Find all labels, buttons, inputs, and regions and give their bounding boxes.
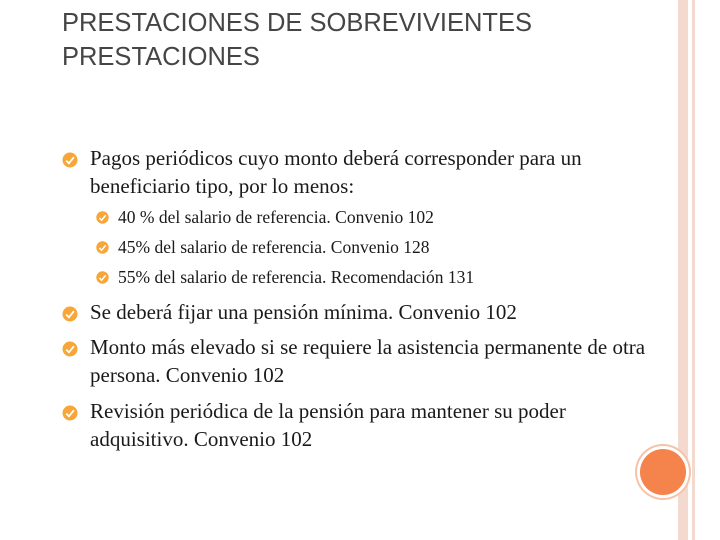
sub-bullet-icon (96, 241, 109, 254)
bullet-icon (62, 405, 78, 421)
bullet-icon (62, 341, 78, 357)
slide-title-line-1: PRESTACIONES DE SOBREVIVIENTES (62, 9, 532, 37)
bullet-icon (62, 152, 78, 168)
bullet-icon (62, 306, 78, 322)
bullet-text: Monto más elevado si se requiere la asistencia permanente de otra persona. Convenio 102 (90, 335, 646, 387)
slide-title (62, 6, 662, 74)
sub-bullet-text: 55% del salario de referencia. Recomendación 131 (118, 267, 475, 287)
decorative-rail-thin (692, 0, 695, 540)
sub-bullet-text: 40 % del salario de referencia. Convenio 102 (118, 207, 434, 227)
sub-bullet-icon (96, 211, 109, 224)
bullet-text: Pagos periódicos cuyo monto deberá corresponder para un beneficiario tipo, por lo menos: (90, 146, 582, 198)
sub-bullet-icon (96, 271, 109, 284)
sub-bullet-text: 45% del salario de referencia. Convenio 128 (118, 237, 430, 257)
bullet-text: Se deberá fijar una pensión mínima. Convenio 102 (90, 300, 517, 324)
decorative-circle (640, 449, 686, 495)
slide-title-line-2: PRESTACIONES (62, 43, 260, 71)
bullet-text: Revisión periódica de la pensión para mantener su poder adquisitivo. Convenio 102 (90, 399, 566, 451)
